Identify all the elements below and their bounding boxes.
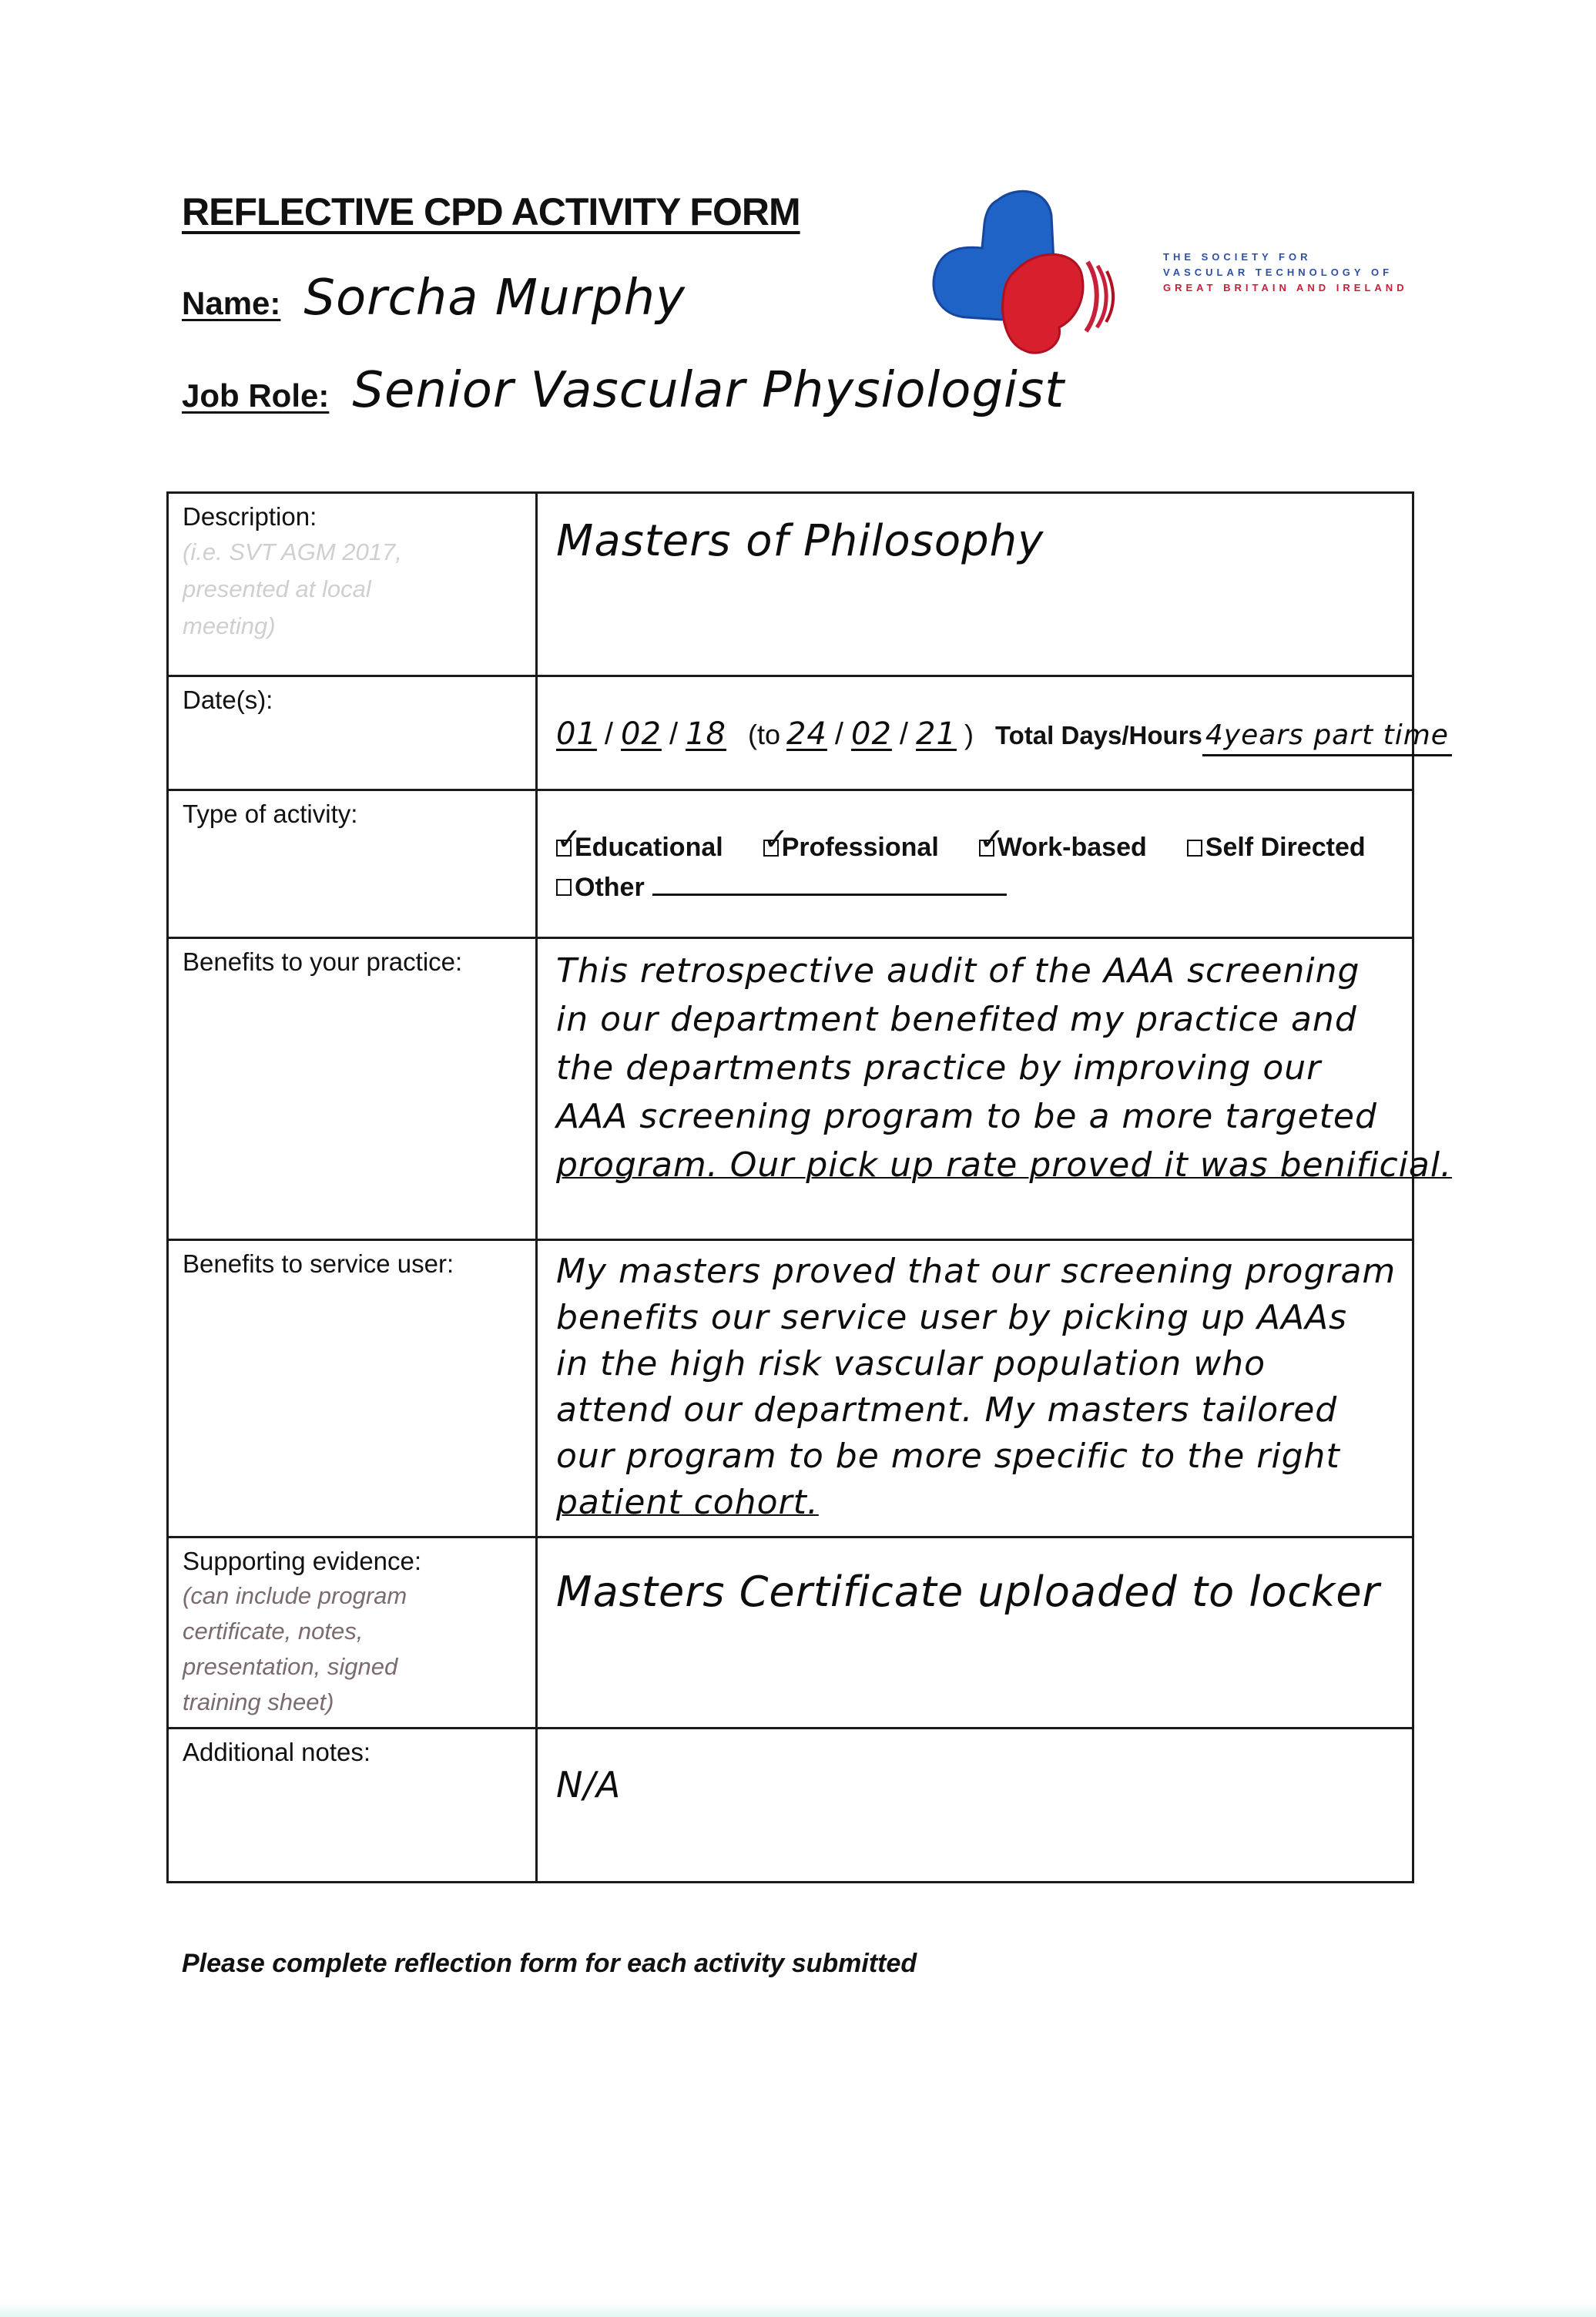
text-line: This retrospective audit of the AAA screening [556, 951, 1360, 991]
row-benefits-service-user [168, 1240, 1413, 1537]
dates-label: Date(s): [183, 686, 273, 714]
benefits-service-user-value[interactable] [537, 1240, 1413, 1537]
text-line: benefits our service user by picking up AAAs [556, 1298, 1348, 1337]
option-label: Professional [781, 833, 939, 862]
option-educational[interactable] [556, 822, 723, 863]
description-label: Description: [183, 502, 317, 531]
text-line: our program to be more specific to the right [556, 1437, 1340, 1476]
dates-value-cell[interactable] [537, 676, 1449, 790]
start-year[interactable]: 18 [686, 716, 726, 752]
option-label: Work-based [997, 833, 1147, 862]
row-activity-type [168, 790, 1413, 938]
description-value: Masters of Philosophy [556, 516, 1044, 566]
form-title: REFLECTIVE CPD ACTIVITY FORM [182, 190, 800, 233]
total-days-hours-label: Total Days/Hours [994, 721, 1202, 749]
close-paren: ) [964, 719, 974, 750]
footer-instruction: Please complete reflection form for each activity submitted [182, 1949, 917, 1978]
benefits-practice-label: Benefits to your practice: [183, 947, 463, 976]
name-label: Name: [182, 285, 281, 321]
text-line: the departments practice by improving our [556, 1048, 1322, 1088]
activity-type-value-cell [537, 790, 1413, 938]
text-line: patient cohort. [556, 1483, 819, 1522]
society-logo-icon [924, 185, 1117, 354]
date-range [556, 716, 1449, 756]
evidence-hint-1: (can include program [183, 1582, 407, 1609]
checkbox-unchecked-icon[interactable] [556, 879, 572, 896]
row-benefits-practice [168, 938, 1413, 1240]
checkbox-checked-icon[interactable]: ✓ [763, 822, 790, 857]
text-line: in the high risk vascular population who [556, 1344, 1266, 1383]
end-month[interactable]: 02 [851, 716, 892, 752]
text-line: AAA screening program to be a more targeted [556, 1097, 1377, 1136]
evidence-hint-3: presentation, signed [183, 1653, 398, 1680]
additional-label-cell [168, 1729, 537, 1883]
row-supporting-evidence [168, 1537, 1413, 1729]
job-role-row [182, 362, 1065, 419]
supporting-evidence-label: Supporting evidence: [183, 1547, 422, 1575]
text-line: My masters proved that our screening program [556, 1252, 1396, 1291]
evidence-label-cell [168, 1537, 537, 1729]
checkbox-checked-icon[interactable]: ✓ [978, 822, 1005, 857]
total-days-hours-value[interactable]: 4years part time [1202, 717, 1452, 756]
cpd-form-table [166, 491, 1453, 1883]
description-value-cell[interactable] [537, 493, 1413, 676]
end-day[interactable]: 24 [786, 716, 827, 752]
start-day[interactable]: 01 [556, 716, 597, 752]
additional-notes-label: Additional notes: [183, 1738, 371, 1766]
end-year[interactable]: 21 [916, 716, 957, 752]
job-role-value[interactable]: Senior Vascular Physiologist [352, 362, 1065, 419]
row-description [168, 493, 1413, 676]
checkbox-checked-icon[interactable]: ✓ [556, 822, 582, 857]
option-other[interactable] [556, 873, 645, 903]
description-hint-1: (i.e. SVT AGM 2017, [183, 538, 402, 565]
society-name-line-2: VASCULAR TECHNOLOGY OF [1163, 267, 1393, 278]
text-line: attend our department. My masters tailored [556, 1390, 1338, 1430]
supporting-evidence-value: Masters Certificate uploaded to locker [556, 1568, 1380, 1616]
option-label: Self Directed [1205, 833, 1366, 862]
job-role-label: Job Role: [182, 377, 330, 414]
name-row [182, 270, 686, 327]
benefits-service-user-label: Benefits to service user: [183, 1249, 454, 1278]
option-other-row [556, 870, 1393, 903]
additional-notes-value-cell[interactable] [537, 1729, 1413, 1883]
option-label: Other [575, 872, 645, 902]
text-line: in our department benefited my practice and [556, 1000, 1357, 1039]
date-separator: / [899, 717, 909, 751]
evidence-hint-4: training sheet) [183, 1688, 334, 1715]
dates-label-cell [168, 676, 537, 790]
activity-options [556, 822, 1393, 863]
practice-label-cell [168, 938, 537, 1240]
scan-edge [0, 2303, 1596, 2317]
society-name-line-3: GREAT BRITAIN AND IRELAND [1163, 282, 1408, 293]
logo-red-arc-1 [1086, 262, 1097, 331]
evidence-hint-2: certificate, notes, [183, 1618, 364, 1645]
name-value[interactable]: Sorcha Murphy [303, 270, 686, 327]
date-separator: / [669, 717, 679, 751]
row-dates [168, 676, 1413, 790]
description-hint-2: presented at local [183, 575, 371, 602]
additional-notes-value: N/A [556, 1764, 622, 1806]
option-self-directed[interactable] [1187, 833, 1366, 863]
activity-type-label: Type of activity: [183, 800, 358, 828]
start-month[interactable]: 02 [621, 716, 662, 752]
benefits-practice-value[interactable] [537, 938, 1453, 1240]
activity-type-label-cell [168, 790, 537, 938]
option-label: Educational [575, 833, 723, 862]
society-name [1163, 250, 1408, 296]
to-label: (to [747, 719, 780, 750]
other-input-line[interactable] [652, 870, 1007, 896]
text-line: program. Our pick up rate proved it was benificial. [556, 1145, 1453, 1185]
row-additional-notes [168, 1729, 1413, 1883]
description-label-cell [168, 493, 537, 676]
date-separator: / [834, 717, 844, 751]
service-label-cell [168, 1240, 537, 1537]
supporting-evidence-value-cell[interactable] [537, 1537, 1413, 1729]
option-professional[interactable] [763, 822, 939, 863]
date-separator: / [604, 717, 614, 751]
description-hint-3: meeting) [183, 612, 276, 639]
option-work-based[interactable] [978, 822, 1147, 863]
checkbox-unchecked-icon[interactable] [1187, 840, 1202, 857]
society-name-line-1: THE SOCIETY FOR [1163, 251, 1312, 263]
